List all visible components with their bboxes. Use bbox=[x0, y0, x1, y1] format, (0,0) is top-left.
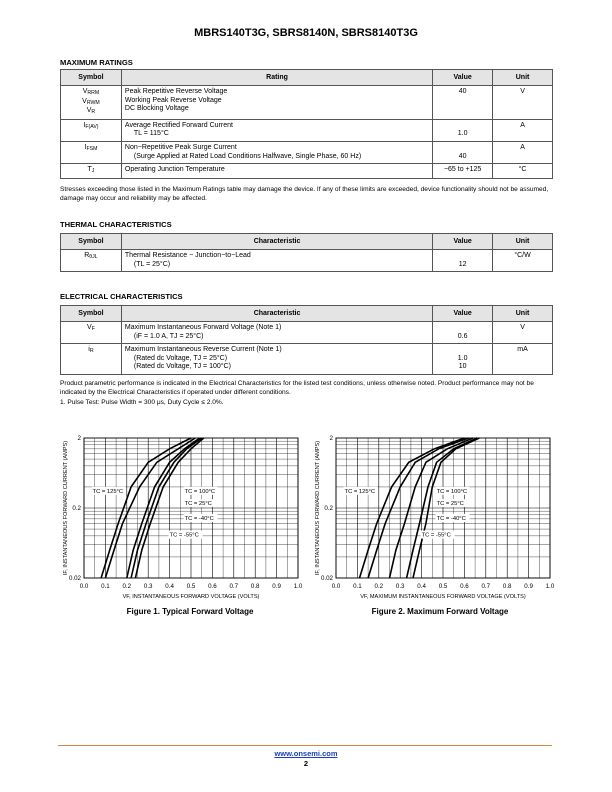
figure-1-chart bbox=[56, 428, 306, 606]
symbol: $V_{RWM}$ bbox=[82, 97, 100, 106]
y-tick-label: 0.2 bbox=[324, 505, 333, 512]
x-tick-label: 0.6 bbox=[208, 583, 217, 590]
x-tick-label: 0.1 bbox=[101, 583, 110, 590]
figure-2-chart bbox=[308, 428, 558, 606]
y-tick-label: 2 bbox=[329, 435, 333, 442]
x-tick-label: 0.6 bbox=[460, 583, 469, 590]
x-tick-label: 0.9 bbox=[272, 583, 281, 590]
electrical-heading: ELECTRICAL CHARACTERISTICS bbox=[60, 292, 183, 301]
symbol: $V_{RRM}$ bbox=[82, 88, 100, 96]
table-header-row bbox=[61, 70, 553, 86]
x-tick-label: 0.4 bbox=[165, 583, 174, 590]
x-tick-label: 0.5 bbox=[186, 583, 196, 590]
page-number: 2 bbox=[303, 759, 309, 768]
symbol-cell bbox=[61, 86, 122, 120]
column-header: Value bbox=[433, 234, 493, 250]
electrical-table bbox=[60, 305, 553, 375]
symbol-cell: $I_{F(AV)}$ bbox=[61, 119, 122, 141]
table-row bbox=[61, 322, 553, 344]
column-header: Symbol bbox=[61, 70, 122, 86]
char-cell: Maximum Instantaneous Reverse Current (Note 1) (Rated dc Voltage, TJ = 25°C) (Rated dc Voltage, TJ = 100°C) bbox=[121, 344, 432, 375]
column-header: Unit bbox=[493, 70, 553, 86]
unit-cell: A bbox=[493, 119, 553, 141]
value-cell: 40 bbox=[433, 141, 493, 163]
symbol-cell: $i_R$ bbox=[61, 344, 122, 375]
unit-cell: mA bbox=[493, 344, 553, 375]
symbol-cell: $I_{FSM}$ bbox=[61, 141, 122, 163]
max-ratings-table bbox=[60, 69, 553, 179]
rating-cell: Non−Repetitive Peak Surge Current (Surge Applied at Rated Load Conditions Halfwave, Single Phase, 60 Hz) bbox=[121, 141, 432, 163]
x-tick-label: 0.9 bbox=[524, 583, 533, 590]
value-cell: 12 bbox=[433, 250, 493, 272]
x-tick-label: 0.3 bbox=[143, 583, 153, 590]
y-tick-label: 0.2 bbox=[72, 505, 81, 512]
char-cell: Thermal Resistance − Junction−to−Lead (TL = 25°C) bbox=[121, 250, 432, 272]
table-row bbox=[61, 344, 553, 375]
value-cell: 1.0 10 bbox=[433, 344, 493, 375]
unit-cell: °C bbox=[493, 164, 553, 179]
table-row bbox=[61, 119, 553, 141]
x-tick-label: 0.5 bbox=[438, 583, 448, 590]
table-header-row bbox=[61, 234, 553, 250]
y-axis-label: IF, INSTANTANEOUS FORWARD CURRENT (AMPS) bbox=[63, 440, 69, 576]
column-header: Value bbox=[433, 70, 493, 86]
value-cell: 1.0 bbox=[433, 119, 493, 141]
column-header: Symbol bbox=[61, 306, 122, 322]
page-header-title: MBRS140T3G, SBRS8140N, SBRS8140T3G bbox=[194, 27, 418, 39]
x-tick-label: 0.8 bbox=[250, 583, 260, 590]
x-tick-label: 0.3 bbox=[395, 583, 405, 590]
series-label: TC = -55°C bbox=[169, 532, 199, 539]
table-row bbox=[61, 86, 553, 120]
char-cell: Maximum Instantaneous Forward Voltage (Note 1) (iF = 1.0 A, TJ = 25°C) bbox=[121, 322, 432, 344]
unit-cell: °C/W bbox=[493, 250, 553, 272]
series-label: TC = 25°C bbox=[184, 501, 212, 508]
value-cell: 0.6 bbox=[433, 322, 493, 344]
unit-cell: V bbox=[493, 322, 553, 344]
value-cell: 40 bbox=[433, 86, 493, 120]
table-header-row bbox=[61, 306, 553, 322]
series-label: TC = 125°C bbox=[92, 488, 124, 495]
x-axis-label: VF, INSTANTANEOUS FORWARD VOLTAGE (VOLTS) bbox=[122, 594, 260, 600]
y-tick-label: 0.02 bbox=[68, 575, 81, 582]
rating-cell: Operating Junction Temperature bbox=[121, 164, 432, 179]
x-tick-label: 0.4 bbox=[417, 583, 426, 590]
thermal-table bbox=[60, 233, 553, 272]
x-tick-label: 1.0 bbox=[545, 583, 555, 590]
x-tick-label: 0.1 bbox=[353, 583, 362, 590]
pulse-test-note: 1. Pulse Test: Pulse Width = 300 μs, Duty Cycle ≤ 2.0%. bbox=[60, 399, 224, 406]
column-header: Rating bbox=[121, 70, 432, 86]
series-label: TC = 25°C bbox=[436, 501, 464, 508]
symbol-cell: $V_F$ bbox=[61, 322, 122, 344]
unit-cell: A bbox=[493, 141, 553, 163]
series-label: TC = 100°C bbox=[436, 488, 468, 495]
column-header: Value bbox=[433, 306, 493, 322]
unit-cell: V bbox=[493, 86, 553, 120]
series-label: TC = 125°C bbox=[344, 488, 376, 495]
max-ratings-note: Stresses exceeding those listed in the Maximum Ratings table may damage the device. If any of these limits are exceeded, device functionality should not be assumed, damage may occur and reliability may be affected. bbox=[60, 186, 549, 202]
table-row bbox=[61, 141, 553, 163]
x-tick-label: 0.0 bbox=[79, 583, 89, 590]
rating-cell: Average Rectified Forward Current TL = 115°C bbox=[121, 119, 432, 141]
figure-1-caption: Figure 1. Typical Forward Voltage bbox=[126, 607, 254, 616]
series-label: TC = 100°C bbox=[184, 488, 216, 495]
column-header: Characteristic bbox=[121, 234, 432, 250]
x-tick-label: 0.7 bbox=[229, 583, 239, 590]
x-tick-label: 0.2 bbox=[374, 583, 384, 590]
thermal-heading: THERMAL CHARACTERISTICS bbox=[60, 220, 172, 229]
column-header: Characteristic bbox=[121, 306, 432, 322]
column-header: Symbol bbox=[61, 234, 122, 250]
x-tick-label: 1.0 bbox=[293, 583, 303, 590]
value-cell: −65 to +125 bbox=[433, 164, 493, 179]
x-tick-label: 0.0 bbox=[331, 583, 341, 590]
table-row bbox=[61, 164, 553, 179]
x-tick-label: 0.8 bbox=[502, 583, 512, 590]
x-tick-label: 0.7 bbox=[481, 583, 491, 590]
figure-2-caption: Figure 2. Maximum Forward Voltage bbox=[371, 607, 509, 616]
rating-cell: Peak Repetitive Reverse Voltage Working Peak Reverse Voltage DC Blocking Voltage bbox=[121, 86, 432, 120]
x-axis-label: VF, MAXIMUM INSTANTANEOUS FORWARD VOLTAGE (VOLTS) bbox=[360, 594, 526, 600]
column-header: Unit bbox=[493, 234, 553, 250]
max-ratings-heading: MAXIMUM RATINGS bbox=[60, 58, 133, 67]
y-axis-label: IF, INSTANTANEOUS FORWARD CURRENT (AMPS) bbox=[315, 440, 321, 576]
series-label: TC = -40°C bbox=[436, 515, 466, 522]
electrical-note: Product parametric performance is indicated in the Electrical Characteristics for the listed test conditions, unless otherwise noted. Product performance may not be indicated by the Electrical Characteristics if operated under different conditions. bbox=[60, 380, 534, 396]
footer-website-link[interactable]: www.onsemi.com bbox=[274, 749, 338, 758]
column-header: Unit bbox=[493, 306, 553, 322]
symbol-cell: $R_{\theta JL}$ bbox=[61, 250, 122, 272]
footer-divider bbox=[58, 745, 552, 746]
y-tick-label: 0.02 bbox=[320, 575, 333, 582]
table-row bbox=[61, 250, 553, 272]
series-label: TC = -55°C bbox=[421, 532, 451, 539]
series-label: TC = -40°C bbox=[184, 515, 214, 522]
symbol: $V_R$ bbox=[86, 107, 96, 116]
symbol-cell: $T_J$ bbox=[61, 164, 122, 179]
x-tick-label: 0.2 bbox=[122, 583, 132, 590]
y-tick-label: 2 bbox=[77, 435, 81, 442]
